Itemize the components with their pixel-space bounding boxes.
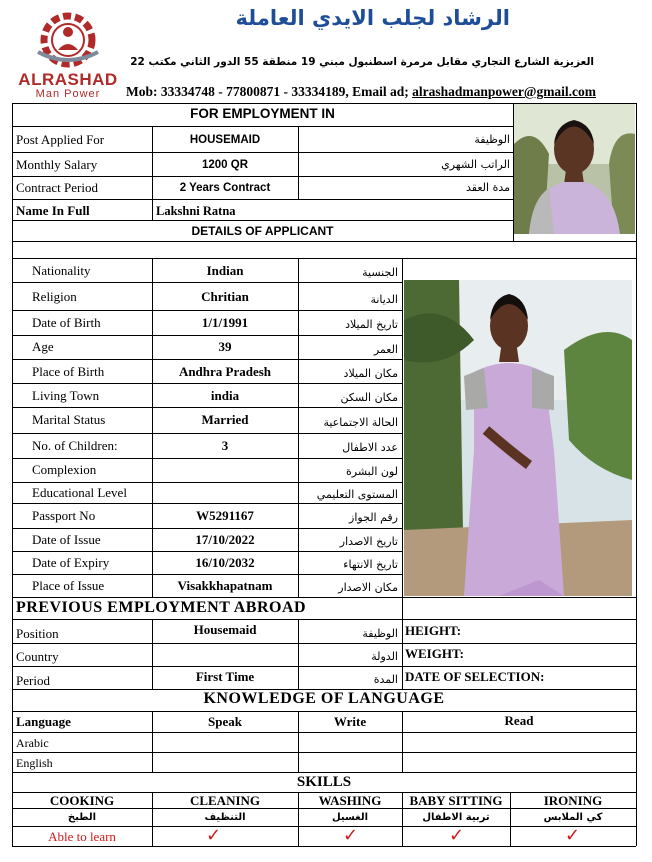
logo-emblem-icon <box>18 8 118 72</box>
place-of-issue-arabic: مكان الاصدار <box>338 581 398 594</box>
contact-email-link[interactable]: alrashadmanpower@gmail.com <box>412 84 597 99</box>
age-label: Age <box>32 339 54 354</box>
place-of-birth-label: Place of Birth <box>32 364 105 379</box>
marital-status-label: Marital Status <box>32 412 106 427</box>
previous-employment-title: PREVIOUS EMPLOYMENT ABROAD <box>16 599 307 616</box>
height-label: HEIGHT: <box>405 623 462 638</box>
passport-no-arabic: رقم الجواز <box>349 511 398 524</box>
logo-name: ALRASHAD <box>18 70 118 89</box>
living-town-label: Living Town <box>32 388 100 403</box>
age-arabic: العمر <box>373 343 398 356</box>
prev-period-label: Period <box>16 673 50 688</box>
skill-cleaning-arabic: التنظيف <box>204 812 246 823</box>
prev-period-arabic: المدة <box>373 673 398 686</box>
speak-header: Speak <box>208 714 242 729</box>
prev-position-label: Position <box>16 626 59 641</box>
monthly-salary-label: Monthly Salary <box>16 157 98 172</box>
applicant-portrait-photo <box>514 104 635 234</box>
living-town-value: india <box>210 388 240 403</box>
ironing-check-icon: ✓ <box>565 825 581 846</box>
skill-washing-arabic: الغسيل <box>331 812 368 823</box>
contact-line <box>126 84 646 100</box>
language-arabic: Arabic <box>16 736 49 750</box>
religion-value: Chritian <box>201 289 249 304</box>
religion-label: Religion <box>32 289 77 304</box>
skill-ironing-arabic: كي الملابس <box>543 812 603 823</box>
dob-value: 1/1/1991 <box>201 315 249 330</box>
complexion-label: Complexion <box>32 462 97 477</box>
applicant-full-body-photo <box>404 280 632 596</box>
language-header: Language <box>16 714 71 729</box>
prev-position-arabic: الوظيفة <box>362 627 398 640</box>
marital-status-value: Married <box>201 412 249 427</box>
date-of-issue-label: Date of Issue <box>32 532 101 547</box>
contract-period-value: 2 Years Contract <box>179 182 271 194</box>
monthly-salary-arabic: الراتب الشهري <box>441 158 510 171</box>
children-value: 3 <box>221 438 229 453</box>
skill-ironing: IRONING <box>543 793 603 808</box>
children-label: No. of Children: <box>32 438 118 453</box>
place-of-birth-value: Andhra Pradesh <box>178 364 272 379</box>
dob-label: Date of Birth <box>32 315 101 330</box>
skill-baby-sitting: BABY SITTING <box>409 793 503 808</box>
prev-position-value: Housemaid <box>193 622 257 637</box>
date-of-expiry-arabic: تاريخ الانتهاء <box>343 558 398 571</box>
monthly-salary-value: 1200 QR <box>201 159 249 171</box>
date-of-expiry-value: 16/10/2032 <box>195 555 255 570</box>
cooking-status: Able to learn <box>48 829 116 844</box>
company-name-arabic: الرشاد لجلب الايدي العاملة <box>235 6 510 30</box>
details-title: DETAILS OF APPLICANT <box>191 224 334 238</box>
place-of-issue-value: Visakkhapatnam <box>177 578 273 593</box>
children-arabic: عدد الاطفال <box>342 441 398 454</box>
education-label: Educational Level <box>32 485 127 500</box>
dob-arabic: تاريخ الميلاد <box>345 318 398 331</box>
post-applied-arabic: الوظيفة <box>474 133 510 146</box>
date-of-expiry-label: Date of Expiry <box>32 555 110 570</box>
education-arabic: المستوى التعليمي <box>316 488 398 501</box>
contract-period-arabic: مدة العقد <box>466 181 510 194</box>
passport-no-label: Passport No <box>32 508 96 523</box>
prev-period-value: First Time <box>195 669 255 684</box>
date-of-selection-label: DATE OF SELECTION: <box>405 669 545 684</box>
prev-country-arabic: الدولة <box>371 650 398 663</box>
religion-arabic: الديانة <box>370 293 398 306</box>
company-address-arabic: العزيزية الشارع التجاري مقابل مرمرة اسطنبول مبني 19 منطقة 55 الدور الثاني مكتب 22 <box>130 56 594 68</box>
place-of-issue-label: Place of Issue <box>32 578 105 593</box>
form-title: FOR EMPLOYMENT IN <box>190 106 335 121</box>
write-header: Write <box>333 714 367 729</box>
skill-baby-sitting-arabic: تربية الاطفال <box>422 812 490 823</box>
read-header: Read <box>504 713 534 728</box>
contract-period-label: Contract Period <box>16 180 98 195</box>
skill-cooking: COOKING <box>49 793 115 808</box>
post-applied-label: Post Applied For <box>16 132 105 147</box>
full-name-label: Name In Full <box>16 203 90 218</box>
place-of-birth-arabic: مكان الميلاد <box>343 367 398 380</box>
logo-subtitle: Man Power <box>35 88 101 100</box>
baby-sitting-check-icon: ✓ <box>449 825 465 846</box>
nationality-label: Nationality <box>32 263 91 278</box>
weight-label: WEIGHT: <box>405 646 464 661</box>
age-value: 39 <box>218 339 232 354</box>
date-of-issue-value: 17/10/2022 <box>195 532 255 547</box>
date-of-issue-arabic: تاريخ الاصدار <box>339 535 398 548</box>
complexion-arabic: لون البشرة <box>346 465 398 478</box>
passport-no-value: W5291167 <box>196 508 254 523</box>
living-town-arabic: مكان السكن <box>340 391 398 404</box>
cleaning-check-icon: ✓ <box>206 825 222 846</box>
nationality-value: Indian <box>206 263 244 278</box>
prev-country-label: Country <box>16 649 59 664</box>
full-name-value: Lakshni Ratna <box>156 204 236 218</box>
skill-cleaning: CLEANING <box>189 793 261 808</box>
language-english: English <box>16 756 53 770</box>
washing-check-icon: ✓ <box>343 825 359 846</box>
skills-title: SKILLS <box>296 774 352 790</box>
nationality-arabic: الجنسية <box>362 266 398 279</box>
company-logo <box>18 8 118 100</box>
contact-phones: Mob: 33334748 - 77800871 - 33334189, Email ad; <box>126 84 413 99</box>
post-applied-value: HOUSEMAID <box>189 134 261 146</box>
skill-washing: WASHING <box>318 793 382 808</box>
skill-cooking-arabic: الطبخ <box>67 812 97 823</box>
language-title: KNOWLEDGE OF LANGUAGE <box>203 690 445 707</box>
marital-status-arabic: الحالة الاجتماعية <box>323 416 398 429</box>
